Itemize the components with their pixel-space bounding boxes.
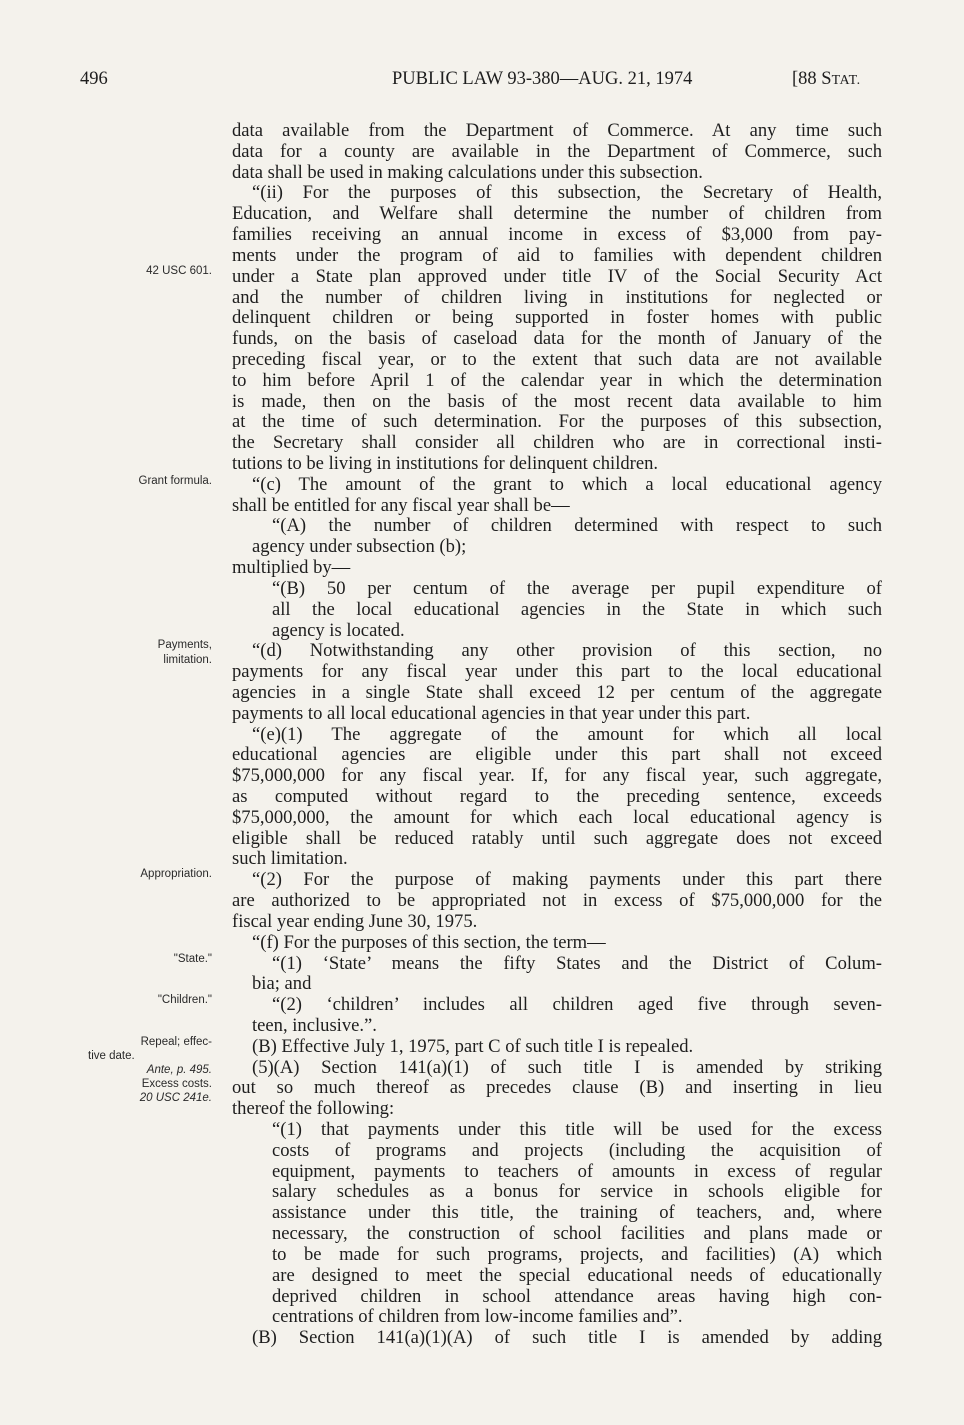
body-text: [232, 121, 882, 1349]
text-line: as computed without regard to the preceding sentence, exceeds: [232, 786, 882, 807]
text-line: $75,000,000, the amount for which each local educational agency is: [232, 806, 882, 828]
text-line: delinquent children or being supported in foster homes with public: [232, 307, 882, 329]
running-title: PUBLIC LAW 93-380—AUG. 21, 1974: [392, 69, 693, 89]
text-line: centrations of children from low-income families and”.: [272, 1306, 683, 1328]
text-line: salary schedules as a bonus for service in schools eligible for: [272, 1181, 882, 1203]
margin-note-effective-date: tive date.: [88, 1050, 135, 1062]
text-line: “(ii) For the purposes of this subsection, the Secretary of Health,: [252, 182, 882, 204]
margin-note-ante: Ante, p. 495.: [146, 1064, 212, 1076]
text-line: fiscal year ending June 30, 1975.: [232, 910, 478, 932]
margin-note-usc-601: 42 USC 601.: [146, 265, 212, 277]
margin-note-children: "Children.": [157, 994, 212, 1006]
margin-notes: [0, 0, 230, 1425]
text-line: data shall be used in making calculations under this subsection.: [232, 161, 703, 183]
text-line: Education, and Welfare shall determine the number of children from: [232, 203, 882, 225]
text-line: assistance under this title, the training of teachers, and, where: [272, 1202, 882, 1224]
text-line: “(2) ‘children’ includes all children aged five through seven-: [272, 994, 882, 1016]
text-line: agency under subsection (b);: [252, 536, 467, 558]
text-line: $75,000,000 for any fiscal year. If, for any fiscal year, such aggregate,: [232, 765, 882, 787]
text-line: data available from the Department of Commerce. At any time such: [232, 120, 882, 141]
text-line: necessary, the construction of school facilities and plans made or: [272, 1223, 882, 1245]
text-line: “(B) 50 per centum of the average per pupil expenditure of: [272, 577, 882, 599]
statute-prefix: [88 S: [792, 69, 832, 89]
text-line: and the number of children living in institutions for neglected or: [232, 286, 882, 308]
text-line: funds, on the basis of caseload data for the month of January of the: [232, 328, 882, 350]
text-line: families receiving an annual income in excess of $3,000 from pay-: [232, 224, 882, 246]
statute-reference: [792, 68, 861, 92]
text-line: “(A) the number of children determined with respect to such: [272, 515, 882, 537]
text-line: to be made for such programs, projects, and facilities) (A) which: [272, 1243, 882, 1265]
text-line: equipment, payments to teachers of amounts in excess of regular: [272, 1160, 882, 1182]
text-line: eligible shall be reduced ratably until such aggregate does not exceed: [232, 827, 882, 849]
text-line: are authorized to be appropriated not in excess of $75,000,000 for the: [232, 890, 882, 912]
margin-note-payments: Payments,: [157, 639, 212, 651]
text-line: multiplied by—: [232, 557, 351, 579]
text-line: tutions to be living in institutions for delinquent children.: [232, 453, 659, 474]
text-line: to him before April 1 of the calendar year in which the determination: [232, 369, 882, 391]
text-line: payments for any fiscal year under this part to the local educational: [232, 661, 882, 683]
text-line: “(1) that payments under this title will be used for the excess: [272, 1119, 882, 1140]
text-line: the Secretary shall consider all children who are in correctional insti-: [232, 432, 882, 454]
margin-note-usc-241e: 20 USC 241e.: [139, 1092, 212, 1104]
text-line: (B) Section 141(a)(1)(A) of such title I is amended by adding: [252, 1327, 882, 1349]
text-line: deprived children in school attendance areas having high con-: [272, 1285, 882, 1307]
text-line: thereof the following:: [232, 1098, 395, 1120]
text-line: costs of programs and projects (including the acquisition of: [272, 1139, 882, 1161]
text-line: is made, then on the basis of the most recent data available to him: [232, 390, 882, 412]
statute-smallcaps: TAT.: [831, 73, 861, 88]
text-line: bia; and: [252, 973, 312, 995]
text-line: payments to all local educational agencies in that year under this part.: [232, 702, 751, 724]
text-line: at the time of such determination. For the purposes of this subsection,: [232, 411, 882, 433]
text-line: data for a county are available in the Department of Commerce, such: [232, 140, 882, 162]
text-line: agency is located.: [272, 619, 405, 641]
page-number: 496: [80, 69, 108, 89]
margin-note-excess-costs: Excess costs.: [141, 1078, 212, 1090]
text-line: such limitation.: [232, 848, 348, 870]
text-line: under a State plan approved under title IV of the Social Security Act: [232, 265, 882, 287]
text-line: “(1) ‘State’ means the fifty States and the District of Colum-: [272, 952, 882, 974]
text-line: ments under the program of aid to families with dependent children: [232, 244, 882, 266]
text-line: “(f) For the purposes of this section, the term—: [252, 931, 606, 953]
text-line: out so much thereof as precedes clause (B) and inserting in lieu: [232, 1077, 882, 1099]
text-line: “(e)(1) The aggregate of the amount for which all local: [252, 723, 882, 745]
text-line: agencies in a single State shall exceed 12 per centum of the aggregate: [232, 681, 882, 703]
text-line: shall be entitled for any fiscal year shall be—: [232, 494, 570, 516]
margin-note-state: "State.": [173, 953, 212, 965]
text-line: are designed to meet the special educational needs of educationally: [272, 1264, 882, 1286]
text-line: educational agencies are eligible under this part shall not exceed: [232, 744, 882, 766]
margin-note-repeal: Repeal; effec-: [140, 1036, 212, 1048]
text-line: “(2) For the purpose of making payments under this part there: [252, 869, 882, 891]
margin-note-grant-formula: Grant formula.: [138, 475, 212, 487]
text-line: (B) Effective July 1, 1975, part C of such title I is repealed.: [252, 1035, 694, 1057]
text-line: all the local educational agencies in the State in which such: [272, 598, 882, 620]
text-line: “(d) Notwithstanding any other provision of this section, no: [252, 640, 882, 662]
text-line: “(c) The amount of the grant to which a local educational agency: [252, 473, 882, 495]
text-line: preceding fiscal year, or to the extent that such data are not available: [232, 348, 882, 370]
margin-note-limitation: limitation.: [163, 654, 212, 666]
margin-note-appropriation: Appropriation.: [140, 868, 212, 880]
text-line: (5)(A) Section 141(a)(1) of such title I is amended by striking: [252, 1056, 882, 1078]
text-line: teen, inclusive.”.: [252, 1014, 377, 1036]
